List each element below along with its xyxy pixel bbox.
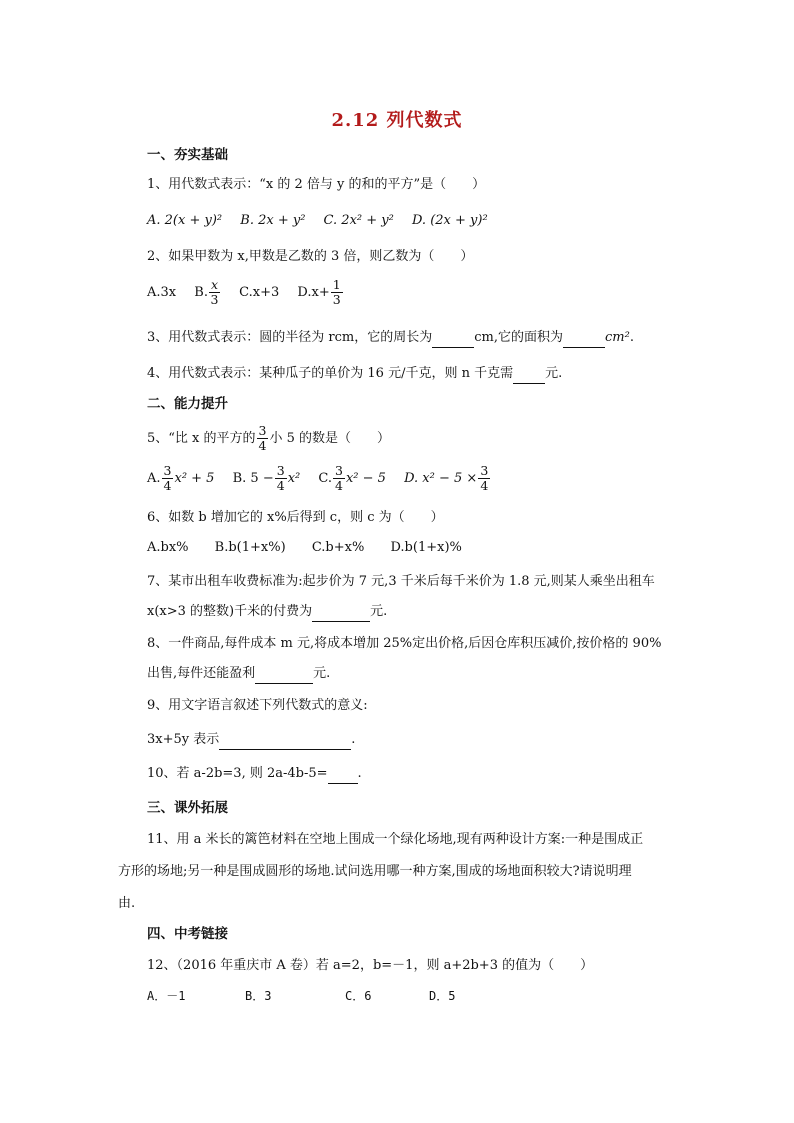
question-6-stem: 6、如数 b 增加它的 x%后得到 c，则 c 为（ ） (147, 510, 444, 525)
fraction-numerator: 3 (276, 463, 285, 478)
fraction-numerator: 3 (480, 463, 489, 478)
fraction-numerator: 3 (258, 423, 267, 438)
question-11-line-1: 11、用 a 米长的篱笆材料在空地上围成一个绿化场地,现有两种设计方案:一种是围成正 (147, 832, 644, 847)
q5-option-b-label: B. 5 − (232, 471, 274, 486)
q5-option-c-fraction (333, 464, 345, 493)
answer-blank[interactable] (513, 369, 545, 384)
q5-option-d-label: D. x² − 5 × (404, 471, 478, 486)
q6-option-d: D.b(1+x)% (390, 540, 462, 555)
question-7-line-1: 7、某市出租车收费标准为:起步价为 7 元,3 千米后每千米价为 1.8 元,则某人乘坐出租车 (147, 574, 655, 589)
question-2-options (147, 276, 344, 310)
fraction-numerator: x (210, 277, 219, 292)
q3-unit: cm² (604, 330, 630, 345)
q2-option-b-fraction (209, 278, 220, 307)
question-12-stem: 12、（2016 年重庆市 A 卷）若 a=2，b=－1，则 a+2b+3 的值为（ ） (147, 958, 594, 973)
q12-option-d: D．5 (429, 989, 456, 1003)
question-8-line-1: 8、一件商品,每件成本 m 元,将成本增加 25%定出价格,后因仓库积压减价,按价格的 90% (147, 636, 662, 651)
q2-option-c: C.x+3 (239, 285, 280, 300)
q7-text: x(x>3 的整数)千米的付费为 (147, 604, 313, 619)
q5-option-a-fraction (162, 464, 174, 493)
q5-option-c-label: C. (318, 471, 332, 486)
answer-blank[interactable] (432, 333, 474, 348)
q8-end: 元. (313, 666, 331, 681)
section-heading-improvement: 二、能力提升 (147, 396, 228, 412)
q6-option-c: C.b+x% (311, 540, 365, 555)
q4-text: 4、用代数式表示：某种瓜子的单价为 16 元/千克，则 n 千克需 (147, 366, 514, 381)
q2-option-d-fraction (331, 278, 343, 307)
fraction-denominator: 4 (335, 478, 343, 493)
fraction-denominator: 4 (163, 478, 172, 493)
q5-fraction (257, 424, 269, 453)
question-3 (147, 328, 634, 348)
question-1-stem: 1、用代数式表示：“x 的 2 倍与 y 的和的平方”是（ ） (147, 177, 486, 192)
q3-text: 3、用代数式表示：圆的半径为 rcm，它的周长为 (147, 330, 433, 345)
question-4 (147, 364, 562, 384)
question-1-options (147, 211, 502, 231)
fraction-denominator: 3 (332, 292, 341, 307)
fraction-numerator: 1 (332, 277, 341, 292)
question-7-line-2 (147, 602, 387, 622)
fraction-numerator: 3 (163, 463, 172, 478)
q10-text: 10、若 a-2b=3, 则 2a-4b-5= (147, 766, 328, 781)
q2-option-d-label: D.x+ (297, 285, 330, 300)
q9-end: . (351, 732, 356, 747)
q5-option-d-fraction (478, 464, 490, 493)
q6-option-b: B.b(1+x%) (214, 540, 286, 555)
q2-option-b-label: B. (194, 285, 208, 300)
q1-option-d: D. (2x + y)² (411, 213, 488, 228)
q6-option-a: A.bx% (147, 540, 189, 555)
q9-expr: 3x+5y 表示 (147, 732, 220, 747)
section-heading-extension: 三、课外拓展 (147, 800, 228, 816)
q1-option-b: B. 2x + y² (240, 213, 306, 228)
question-5-stem (147, 422, 390, 456)
answer-blank[interactable] (328, 769, 358, 784)
question-10 (147, 764, 362, 784)
q3-text-mid: cm,它的面积为 (474, 330, 563, 345)
answer-blank[interactable] (312, 607, 370, 622)
q1-option-c: C. 2x² + y² (323, 213, 394, 228)
q5-option-c-expr: x² − 5 (345, 471, 386, 486)
q7-end: 元. (370, 604, 388, 619)
q10-end: . (357, 766, 362, 781)
q12-option-a: A．－1 (147, 989, 186, 1003)
page-title: 2.12 列代数式 (331, 110, 463, 131)
fraction-denominator: 4 (276, 478, 285, 493)
q8-text: 出售,每件还能盈利 (147, 666, 256, 681)
q1-option-a: A. 2(x + y)² (147, 213, 223, 228)
q5-option-a-expr: x² + 5 (174, 471, 215, 486)
question-8-line-2 (147, 664, 330, 684)
question-9-answer (147, 730, 355, 750)
answer-blank[interactable] (255, 669, 313, 684)
fraction-denominator: 4 (258, 438, 267, 453)
question-6-options (147, 538, 462, 558)
q5-text: 5、“比 x 的平方的 (147, 431, 256, 446)
fraction-numerator: 3 (335, 463, 343, 478)
question-11-line-2: 方形的场地;另一种是围成圆形的场地.试问选用哪一种方案,围成的场地面积较大?请说明理 (118, 864, 632, 879)
q5-text-post: 小 5 的数是（ ） (269, 431, 391, 446)
q4-end: 元. (545, 366, 563, 381)
question-2-stem: 2、如果甲数为 x,甲数是乙数的 3 倍，则乙数为（ ） (147, 249, 474, 264)
q2-option-a: A.3x (147, 285, 177, 300)
question-12-options (147, 986, 455, 1006)
question-5-options (147, 462, 491, 496)
q12-option-b: B．3 (245, 989, 272, 1003)
answer-blank[interactable] (219, 735, 351, 750)
q3-end: . (629, 330, 634, 345)
fraction-denominator: 3 (210, 292, 219, 307)
q12-option-c: C．6 (345, 989, 372, 1003)
q5-option-b-fraction (275, 464, 287, 493)
q5-option-b-expr: x² (287, 471, 301, 486)
section-heading-basics: 一、夯实基础 (147, 147, 228, 163)
answer-blank[interactable] (563, 333, 605, 348)
question-11-line-3: 由. (118, 896, 136, 911)
fraction-denominator: 4 (480, 478, 489, 493)
section-heading-exam-link: 四、中考链接 (147, 926, 228, 942)
q5-option-a-label: A. (147, 471, 161, 486)
question-9-stem: 9、用文字语言叙述下列代数式的意义: (147, 698, 368, 713)
